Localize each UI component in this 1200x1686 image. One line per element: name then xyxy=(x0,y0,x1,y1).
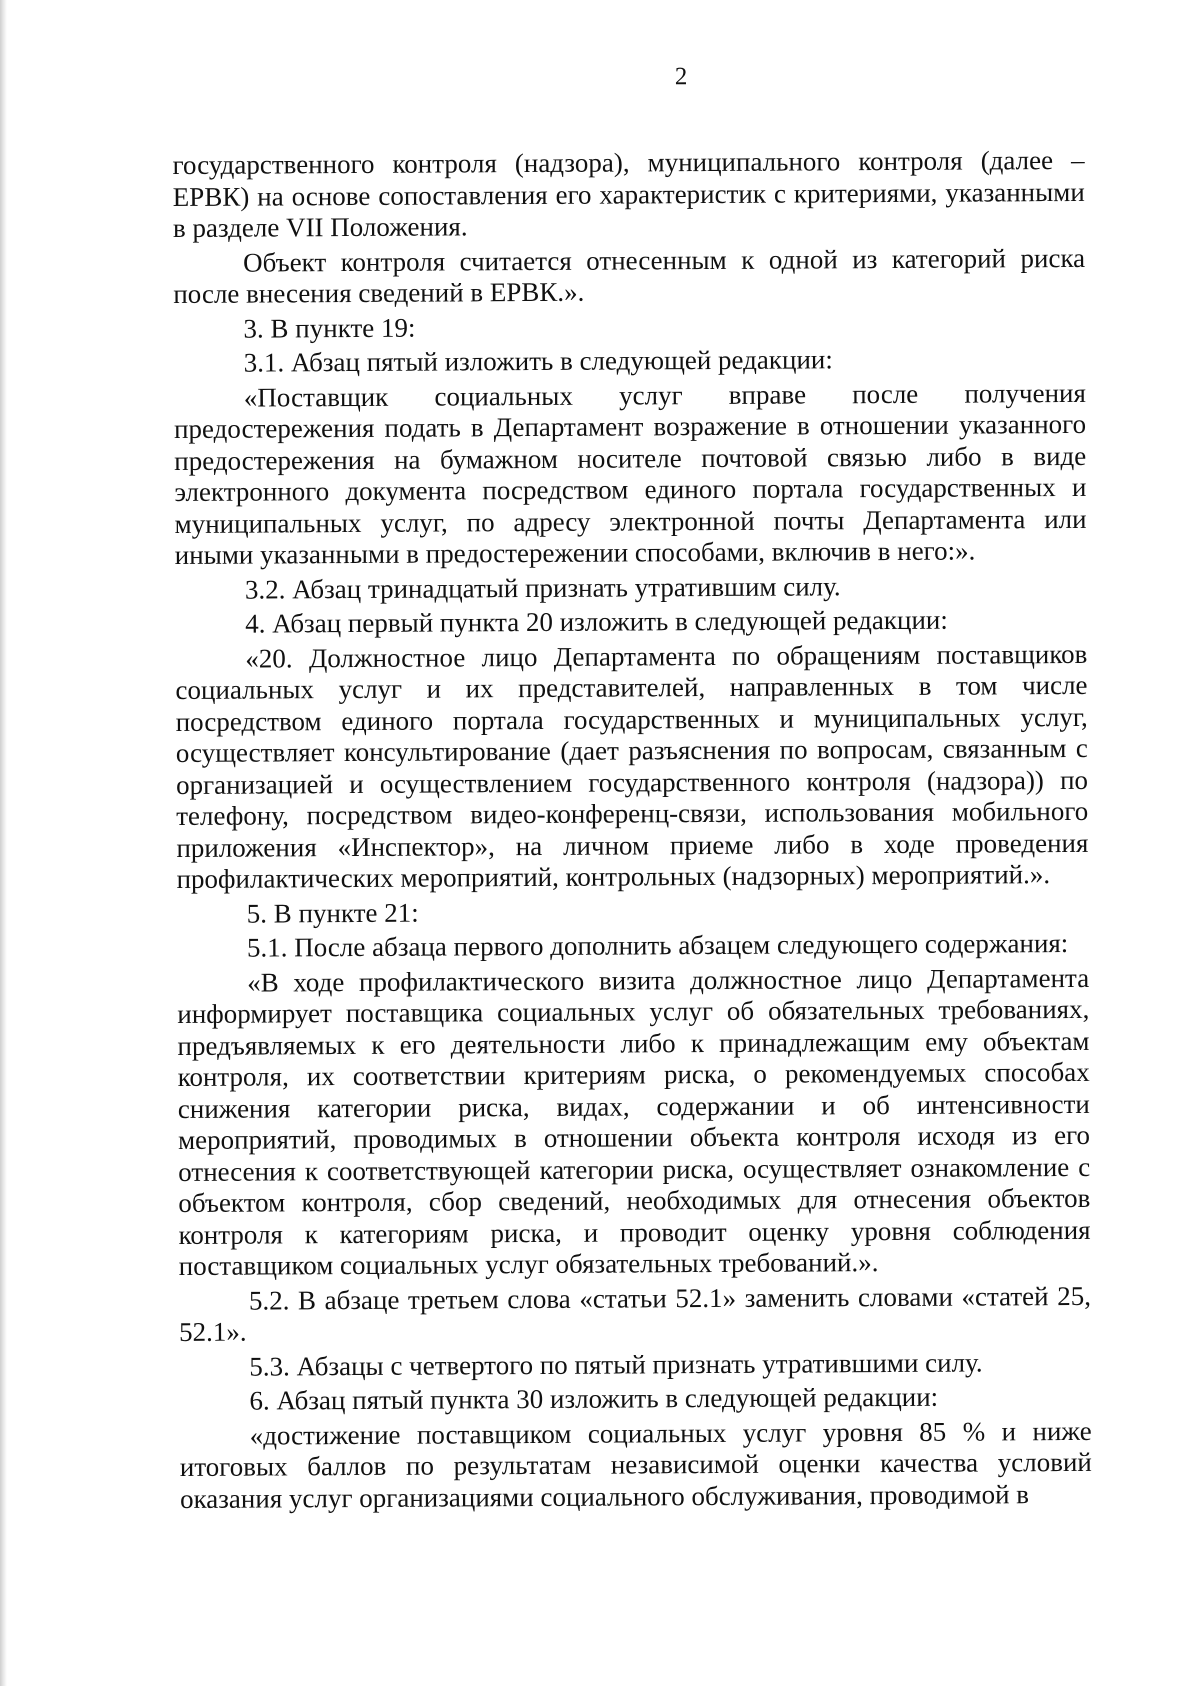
paragraph-item-6: 6. Абзац пятый пункта 30 изложить в следующей редакции: xyxy=(249,1381,939,1416)
paragraph-item-5-3: 5.3. Абзацы с четвертого по пятый признать утратившими силу. xyxy=(249,1346,983,1382)
paragraph-item-3-1: 3.1. Абзац пятый изложить в следующей редакции: xyxy=(243,344,833,378)
paragraph-quote-preventive-visit: «В ходе профилактического визита должностное лицо Департамента информирует поставщика социальных услуг об обязательных требованиях, предъявляемых к его деятельности либо к принадлежащим ему объектам контроля, их соответствии критериям риска, о рекомендуемых способах снижения категории риска, видах, содержании и об интенсивности мероприятий, проводимых в отношении объекта контроля исходя из его отнесения к соответствующей категории риска, осуществляет ознакомление с объектом контроля, сбор сведений, необходимых для отнесения объектов контроля к категориям риска, и проводит оценку уровня соблюдения поставщиком социальных услуг обязательных требований.». xyxy=(177,962,1091,1281)
scan-edge-shadow xyxy=(0,0,7,1686)
paragraph-continuation: государственного контроля (надзора), муниципального контроля (далее – ЕРВК) на основе сопоставления его характеристик с критериями, указанными в разделе VII Положения. xyxy=(172,144,1085,243)
paragraph-quote-supplier-objection: «Поставщик социальных услуг вправе после получения предостережения подать в Департамент возражение в отношении указанного предостережения на бумажном носителе почтовой связью либо в виде электронного документа посредством единого портала государственных и муниципальных услуг, по адресу электронной почты Департамента или иными указанными в предостережении способами, включив в него:». xyxy=(173,377,1087,570)
document-page xyxy=(172,57,1092,1518)
paragraph-quote-20: «20. Должностное лицо Департамента по обращениям поставщиков социальных услуг и их представителей, направленных в том числе посредством единого портала государственных и муниципальных услуг, осуществляет консультирование (дает разъяснения по вопросам, связанным с организацией и осуществлением государственного контроля (надзора)) по телефону, посредством видео-конференц-связи, использования мобильного приложения «Инспектор», на личном приеме либо в ходе проведения профилактических мероприятий, контрольных (надзорных) мероприятий.». xyxy=(175,638,1089,894)
paragraph-item-5-2: 5.2. В абзаце третьем слова «статьи 52.1» заменить словами «статей 25, 52.1». xyxy=(179,1280,1091,1347)
paragraph-item-3: 3. В пункте 19: xyxy=(243,312,416,344)
paragraph-quote-achievement: «достижение поставщиком социальных услуг уровня 85 % и ниже итоговых баллов по результатам независимой оценки качества условий оказания услуг организациями социального обслуживания, проводимой в xyxy=(179,1415,1092,1514)
document-body xyxy=(172,145,1092,1515)
paragraph-item-5: 5. В пункте 21: xyxy=(246,897,419,929)
paragraph-item-5-1: 5.1. После абзаца первого дополнить абзацем следующего содержания: xyxy=(246,928,1069,963)
paragraph-item-3-2: 3.2. Абзац тринадцатый признать утратившим силу. xyxy=(244,570,841,605)
paragraph-item-4: 4. Абзац первый пункта 20 изложить в следующей редакции: xyxy=(245,604,948,639)
page-number: 2 xyxy=(674,63,688,91)
paragraph-risk-category: Объект контроля считается отнесенным к одной из категорий риска после внесения сведений в ЕРВК.». xyxy=(173,242,1086,309)
